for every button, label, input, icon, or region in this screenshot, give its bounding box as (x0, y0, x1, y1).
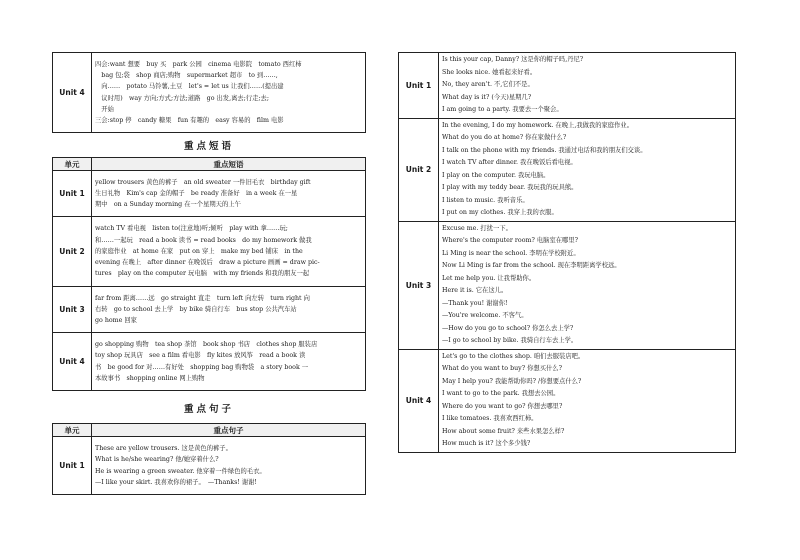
text-line: How about some fruit? 来些水果怎么样? (442, 427, 565, 435)
right-page (398, 0, 736, 560)
left-page (52, 0, 366, 560)
text-line: 期中 on a Sunday morning 在一个星期天的上午 (95, 201, 241, 209)
col-header-sentences: 重点句子 (92, 424, 366, 437)
text-line: What do you want to buy? 你想买什么? (442, 365, 562, 372)
text-line: 议时用) way 方向;方式;方法;道路 go 出发,离去;行走;去; (95, 94, 269, 102)
text-line: bag 包;袋 shop 商店;购物 supermarket 超市 to 到……, (95, 71, 278, 79)
unit-label: Unit 1 (399, 53, 439, 119)
phrases-title: 重点短语 (183, 141, 234, 152)
unit-label: Unit 3 (399, 221, 439, 349)
phrases-table (52, 157, 366, 391)
col-header-unit: 单元 (53, 158, 92, 171)
sentence-content (439, 221, 736, 349)
table-row (399, 221, 736, 349)
table-header-row (53, 158, 366, 171)
table-row (53, 437, 366, 495)
text-line: May I help you? 我能帮助你吗? /你想要点什么? (442, 377, 582, 385)
text-line: 开始 (95, 105, 114, 113)
text-line: How much is it? 这个多少钱? (442, 440, 531, 447)
text-line: Excuse me. 打扰一下。 (442, 224, 512, 232)
text-line: 书 be good for 对……有好处 shopping bag 购物袋 a story book 一 (95, 363, 309, 371)
text-line: What day is it? (今天)星期几? (442, 93, 532, 101)
text-line: 和……一起玩 read a book 读书 = read books do my homework 做我 (95, 236, 312, 244)
sentence-content (439, 118, 736, 221)
col-header-phrases: 重点短语 (92, 158, 366, 171)
text-line: 生日礼物 Kim's cap 金的帽子 be ready 准备好 in a week 在一星 (95, 189, 298, 197)
sentence-content (92, 437, 366, 495)
text-line: I put on my clothes. 我穿上我的衣服。 (442, 209, 558, 216)
text-line: —I go to school by bike. 我骑自行车去上学。 (442, 337, 578, 344)
text-line: 三会:stop 停 candy 糖果 fun 有趣的 easy 容易的 film 电影 (95, 117, 284, 125)
text-line: 的家庭作业 at home 在家 put on 穿上 make my bed 铺床 in the (95, 247, 303, 255)
unit-label: Unit 4 (399, 349, 439, 452)
text-line: go shopping 购物 tea shop 茶馆 book shop 书店 clothes shop 服装店 (95, 340, 318, 348)
phrase-content (92, 171, 366, 217)
unit-label: Unit 2 (399, 118, 439, 221)
text-line: —I like your skirt. 我喜欢你的裙子。 —Thanks! 谢谢! (95, 478, 257, 486)
table-row (53, 171, 366, 217)
text-line: She looks nice. 她看起来好看。 (442, 68, 537, 76)
text-line: These are yellow trousers. 这是黄色的裤子。 (95, 444, 232, 452)
table-header-row (53, 424, 366, 437)
unit-label: Unit 4 (53, 333, 92, 391)
text-line: evening 在晚上 after dinner 在晚饭后 draw a picture 画画 = draw pic- (95, 259, 320, 267)
text-line: go home 回家 (95, 317, 137, 325)
text-line: Where do you want to go? 你想去哪里? (442, 402, 563, 410)
sentence-content (439, 53, 736, 119)
table-row (53, 333, 366, 391)
phrase-content (92, 287, 366, 333)
text-line: tures play on the computer 玩电脑 with my friends 和我的朋友一起 (95, 270, 310, 278)
text-line: 本故事书 shopping online 网上购物 (95, 374, 205, 382)
text-line: No, they aren't. 不,它们不是。 (442, 81, 534, 88)
table-row (53, 53, 366, 133)
sentences-table (52, 423, 366, 495)
text-line: Where's the computer room? 电脑室在哪里? (442, 237, 579, 244)
text-line: I talk on the phone with my friends. 我通过电话和我的朋友们交谈。 (442, 146, 647, 154)
text-line: Let me help you. 让我帮助你。 (442, 274, 536, 282)
text-line: 右转 go to school 去上学 by bike 骑自行车 bus stop 公共汽车站 (95, 305, 297, 313)
text-line: Here it is. 它在这儿。 (442, 287, 508, 294)
text-line: 四会:want 想要 buy 买 park 公园 cinema 电影院 tomato 西红柿 (95, 60, 302, 68)
vocab-content (92, 53, 366, 133)
text-line: I am going to a party. 我要去一个聚会。 (442, 106, 563, 113)
text-line: I play with my teddy bear. 我玩我的玩具熊。 (442, 184, 578, 191)
phrase-content (92, 217, 366, 287)
phrase-content (92, 333, 366, 391)
text-line: I like tomatoes. 我喜欢西红柿。 (442, 415, 538, 422)
text-line: Is this your cap, Danny? 这是你的帽子吗,丹尼? (442, 56, 584, 63)
text-line: toy shop 玩具店 see a film 看电影 fly kites 放风筝 read a book 读 (95, 352, 306, 360)
text-line: What do you do at home? 你在家做什么? (442, 134, 567, 141)
text-line: far from 距离……远 go straight 直走 turn left 向左转 turn right 向 (95, 294, 310, 302)
sentences-table-continued (398, 52, 736, 453)
unit-label: Unit 2 (53, 217, 92, 287)
text-line: I play on the computer. 我玩电脑。 (442, 171, 550, 179)
text-line: I watch TV after dinner. 我在晚饭后看电视。 (442, 159, 577, 166)
table-row (399, 349, 736, 452)
text-line: —You're welcome. 不客气。 (442, 312, 528, 319)
text-line: In the evening, I do my homework. 在晚上,我做我的家庭作业。 (442, 121, 633, 129)
sentence-content (439, 349, 736, 452)
text-line: He is wearing a green sweater. 他穿着一件绿色的毛衣。 (95, 467, 266, 475)
text-line: watch TV 看电视 listen to(注意地)听;倾听 play with 拿……玩; (95, 225, 288, 233)
table-row (399, 53, 736, 119)
unit-label: Unit 3 (53, 287, 92, 333)
unit-label: Unit 4 (53, 53, 92, 133)
vocab-table (52, 52, 366, 133)
col-header-unit: 单元 (53, 424, 92, 437)
text-line: Li Ming is near the school. 李明在学校附近。 (442, 249, 580, 257)
sentences-title: 重点句子 (183, 404, 234, 415)
text-line: —How do you go to school? 你怎么去上学? (442, 324, 574, 332)
text-line: 向…… potato 马铃薯,土豆 let's = let us 让我们……(提出建 (95, 83, 284, 91)
text-line: yellow trousers 黄色的裤子 an old sweater 一件旧毛衣 birthday gift (95, 178, 311, 186)
unit-label: Unit 1 (53, 437, 92, 495)
text-line: I listen to music. 我听音乐。 (442, 196, 529, 204)
text-line: I want to go to the park. 我想去公园。 (442, 390, 560, 397)
text-line: What is he/she wearing? 他/她穿着什么? (95, 456, 219, 464)
text-line: Now Li Ming is far from the school. 现在李明距离学校远。 (442, 262, 621, 269)
unit-label: Unit 1 (53, 171, 92, 217)
text-line: Let's go to the clothes shop. 咱们去服装店吧。 (442, 352, 585, 360)
table-row (53, 217, 366, 287)
text-line: —Thank you! 谢谢你! (442, 299, 508, 307)
table-row (53, 287, 366, 333)
table-row (399, 118, 736, 221)
